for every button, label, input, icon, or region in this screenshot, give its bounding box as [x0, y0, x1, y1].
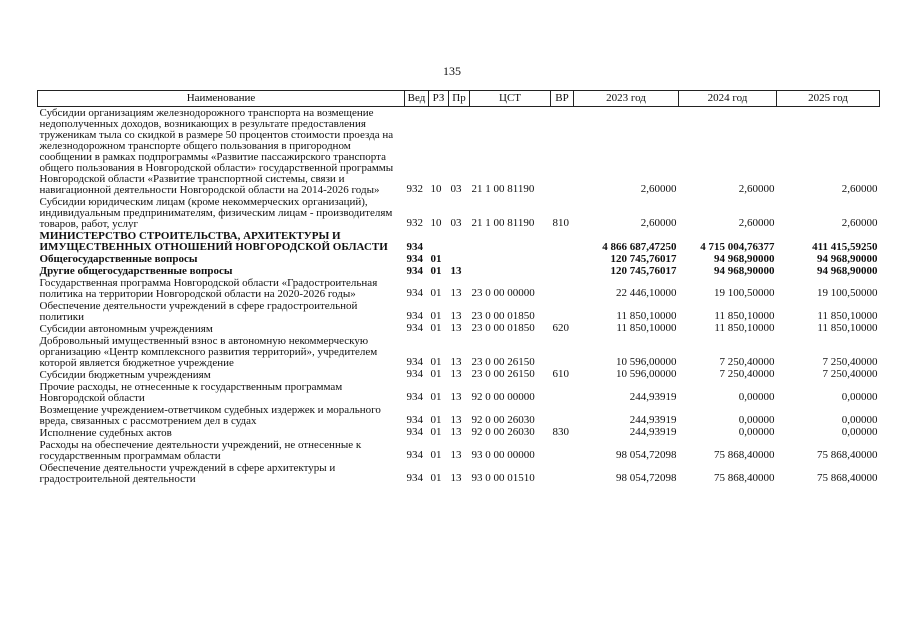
header-2024: 2024 год — [679, 91, 777, 107]
cell-name: Прочие расходы, не отнесенные к государственным программам Новгородской области — [39, 381, 343, 404]
table-row — [38, 277, 880, 300]
cell-y2024: 7 250,40000 — [719, 356, 775, 368]
cell-name: Добровольный имущественный взнос в автономную некоммерческую организацию «Центр комплексного развития территорий», учредителем которой является бюджетное учреждение — [39, 335, 378, 369]
cell-vr — [551, 439, 574, 462]
cell-vr — [551, 253, 574, 265]
table-row — [38, 107, 880, 197]
cell-ved: 934 — [406, 265, 423, 277]
cell-cst: 23 0 00 01850 — [471, 310, 535, 322]
cell-y2023: 11 850,10000 — [616, 310, 677, 322]
cell-vr — [551, 107, 574, 197]
cell-y2025: 11 850,10000 — [817, 322, 878, 334]
cell-vr — [551, 265, 574, 277]
cell-pr — [449, 253, 470, 265]
cell-pr: 13 — [450, 368, 462, 380]
cell-ved: 934 — [406, 287, 423, 299]
cell-pr — [449, 230, 470, 253]
cell-cst: 93 0 00 01510 — [471, 472, 535, 484]
cell-rz: 01 — [430, 310, 442, 322]
table-row — [38, 427, 880, 439]
cell-y2024: 75 868,40000 — [714, 449, 775, 461]
cell-name: Обеспечение деятельности учреждений в сфере архитектуры и градостроительной деятельности — [39, 462, 336, 485]
cell-name: Субсидии юридическим лицам (кроме некоммерческих организаций), индивидуальным предпринимателям, физическим лицам - производителям товаров, работ, услуг — [39, 196, 393, 230]
table-row — [38, 300, 880, 323]
cell-cst: 23 0 00 00000 — [471, 287, 535, 299]
header-name: Наименование — [38, 91, 405, 107]
cell-pr: 13 — [450, 322, 462, 334]
cell-cst: 23 0 00 26150 — [471, 356, 535, 368]
cell-y2024: 7 250,40000 — [719, 368, 775, 380]
cell-ved: 934 — [406, 310, 423, 322]
cell-name: Государственная программа Новгородской области «Градостроительная политика на территории Новгородской области на 2020-2026 годы» — [39, 277, 378, 300]
cell-y2024: 11 850,10000 — [714, 310, 775, 322]
cell-ved: 934 — [406, 368, 423, 380]
cell-y2024: 4 715 004,76377 — [700, 241, 775, 253]
cell-pr: 13 — [450, 310, 462, 322]
cell-y2023: 98 054,72098 — [616, 472, 677, 484]
cell-y2024: 75 868,40000 — [714, 472, 775, 484]
table-row — [38, 196, 880, 230]
cell-pr: 13 — [450, 414, 462, 426]
header-cst: ЦСТ — [470, 91, 551, 107]
cell-y2024: 94 968,90000 — [714, 265, 775, 277]
cell-rz: 01 — [430, 322, 442, 334]
table-body — [38, 107, 880, 486]
cell-ved: 932 — [406, 183, 423, 195]
cell-cst: 23 0 00 26150 — [471, 368, 535, 380]
page-number: 135 — [443, 64, 461, 78]
cell-cst — [470, 230, 551, 253]
cell-y2024: 11 850,10000 — [714, 322, 775, 334]
table-row — [38, 381, 880, 404]
cell-cst — [470, 265, 551, 277]
cell-rz: 01 — [430, 449, 442, 461]
cell-pr: 13 — [450, 449, 462, 461]
cell-ved: 932 — [406, 217, 423, 229]
cell-rz: 01 — [430, 391, 442, 403]
cell-y2025: 2,60000 — [841, 217, 878, 229]
cell-y2025: 19 100,50000 — [817, 287, 878, 299]
cell-cst: 21 1 00 81190 — [471, 217, 535, 229]
header-ved: Вед — [405, 91, 429, 107]
cell-name: Возмещение учреждением-ответчиком судебных издержек и морального вреда, связанных с рассмотрением дел в судах — [39, 404, 381, 427]
cell-y2025: 0,00000 — [841, 426, 878, 438]
table-row — [38, 335, 880, 369]
cell-y2024: 0,00000 — [738, 414, 775, 426]
cell-ved: 934 — [406, 241, 423, 253]
cell-rz: 01 — [430, 265, 442, 277]
budget-table — [37, 90, 880, 485]
cell-rz: 01 — [430, 472, 442, 484]
cell-ved: 934 — [406, 356, 423, 368]
cell-y2023: 4 866 687,47250 — [602, 241, 677, 253]
table-row — [38, 369, 880, 381]
cell-y2023: 10 596,00000 — [616, 368, 677, 380]
cell-cst: 92 0 00 26030 — [471, 426, 535, 438]
table-row — [38, 253, 880, 265]
header-2023: 2023 год — [574, 91, 679, 107]
cell-y2023: 11 850,10000 — [616, 322, 677, 334]
table-row — [38, 462, 880, 485]
cell-y2023: 22 446,10000 — [616, 287, 677, 299]
cell-cst — [470, 253, 551, 265]
header-rz: РЗ — [429, 91, 449, 107]
header-pr: Пр — [449, 91, 470, 107]
cell-name: Расходы на обеспечение деятельности учреждений, не отнесенные к государственным программам области — [39, 439, 362, 462]
cell-name: Другие общегосударственные вопросы — [39, 265, 233, 277]
cell-rz — [429, 230, 449, 253]
cell-rz: 01 — [430, 253, 442, 265]
cell-vr: 830 — [552, 426, 569, 438]
cell-y2025: 94 968,90000 — [817, 265, 878, 277]
cell-y2025: 94 968,90000 — [817, 253, 878, 265]
cell-y2023: 120 745,76017 — [610, 253, 677, 265]
cell-y2025: 11 850,10000 — [817, 310, 878, 322]
cell-rz: 10 — [430, 217, 442, 229]
cell-vr — [551, 277, 574, 300]
cell-y2024: 19 100,50000 — [714, 287, 775, 299]
cell-pr: 13 — [450, 356, 462, 368]
cell-name: МИНИСТЕРСТВО СТРОИТЕЛЬСТВА, АРХИТЕКТУРЫ И ИМУЩЕСТВЕННЫХ ОТНОШЕНИЙ НОВГОРОДСКОЙ ОБЛАСТИ — [39, 230, 388, 253]
cell-y2023: 244,93919 — [629, 391, 677, 403]
table-header-row — [38, 91, 880, 107]
cell-pr: 13 — [450, 265, 462, 277]
cell-vr — [551, 335, 574, 369]
cell-rz: 01 — [430, 287, 442, 299]
cell-y2023: 2,60000 — [640, 217, 677, 229]
cell-vr: 810 — [552, 217, 569, 229]
cell-y2025: 0,00000 — [841, 414, 878, 426]
cell-name: Исполнение судебных актов — [39, 427, 172, 439]
header-vr: ВР — [551, 91, 574, 107]
cell-y2025: 75 868,40000 — [817, 472, 878, 484]
cell-y2025: 7 250,40000 — [822, 356, 878, 368]
cell-ved: 934 — [406, 253, 423, 265]
cell-pr: 03 — [450, 217, 462, 229]
cell-cst: 23 0 00 01850 — [471, 322, 535, 334]
cell-cst: 92 0 00 26030 — [471, 414, 535, 426]
cell-y2024: 0,00000 — [738, 391, 775, 403]
cell-y2023: 120 745,76017 — [610, 265, 677, 277]
cell-vr: 610 — [552, 368, 569, 380]
table-row — [38, 439, 880, 462]
cell-pr: 13 — [450, 287, 462, 299]
cell-name: Субсидии бюджетным учреждениям — [39, 369, 211, 381]
cell-vr: 620 — [552, 322, 569, 334]
cell-cst: 21 1 00 81190 — [471, 183, 535, 195]
table-row — [38, 230, 880, 253]
cell-pr: 13 — [450, 426, 462, 438]
cell-y2023: 244,93919 — [629, 426, 677, 438]
cell-vr — [551, 404, 574, 427]
cell-pr: 13 — [450, 472, 462, 484]
cell-rz: 01 — [430, 368, 442, 380]
cell-y2025: 411 415,59250 — [812, 241, 878, 253]
cell-y2024: 2,60000 — [738, 183, 775, 195]
table-row — [38, 265, 880, 277]
cell-y2025: 0,00000 — [841, 391, 878, 403]
cell-ved: 934 — [406, 414, 423, 426]
cell-ved: 934 — [406, 449, 423, 461]
cell-ved: 934 — [406, 322, 423, 334]
cell-ved: 934 — [406, 426, 423, 438]
cell-pr: 03 — [450, 183, 462, 195]
cell-rz: 01 — [430, 356, 442, 368]
cell-rz: 01 — [430, 414, 442, 426]
cell-y2024: 94 968,90000 — [714, 253, 775, 265]
cell-cst: 93 0 00 00000 — [471, 449, 535, 461]
table-row — [38, 323, 880, 335]
header-2025: 2025 год — [777, 91, 880, 107]
cell-name: Субсидии организациям железнодорожного транспорта на возмещение недополученных доходов, возникающих в результате предоставления труженикам тыла со скидкой в размере 50 процентов стоимости проезда на железнодорожном транспорте общего пользования в пригородном сообщении в рамках подпрограммы «Развитие пассажирского транспорта общего пользования в Новгородской области» государственной программы Новгородской области «Развитие транспортной системы, связи и навигационной деятельности Новгородской области на 2014-2026 годы» — [39, 107, 394, 196]
cell-ved: 934 — [406, 391, 423, 403]
cell-rz: 10 — [430, 183, 442, 195]
cell-rz: 01 — [430, 426, 442, 438]
cell-y2025: 75 868,40000 — [817, 449, 878, 461]
cell-name: Субсидии автономным учреждениям — [39, 323, 213, 335]
cell-vr — [551, 230, 574, 253]
cell-y2023: 10 596,00000 — [616, 356, 677, 368]
cell-y2023: 2,60000 — [640, 183, 677, 195]
cell-cst: 92 0 00 00000 — [471, 391, 535, 403]
cell-name: Общегосударственные вопросы — [39, 253, 198, 265]
cell-vr — [551, 462, 574, 485]
cell-name: Обеспечение деятельности учреждений в сфере градостроительной политики — [39, 300, 358, 323]
cell-y2025: 7 250,40000 — [822, 368, 878, 380]
cell-vr — [551, 381, 574, 404]
cell-y2023: 98 054,72098 — [616, 449, 677, 461]
cell-ved: 934 — [406, 472, 423, 484]
cell-y2024: 0,00000 — [738, 426, 775, 438]
cell-y2023: 244,93919 — [629, 414, 677, 426]
cell-pr: 13 — [450, 391, 462, 403]
cell-y2025: 2,60000 — [841, 183, 878, 195]
cell-vr — [551, 300, 574, 323]
cell-y2024: 2,60000 — [738, 217, 775, 229]
table-row — [38, 404, 880, 427]
